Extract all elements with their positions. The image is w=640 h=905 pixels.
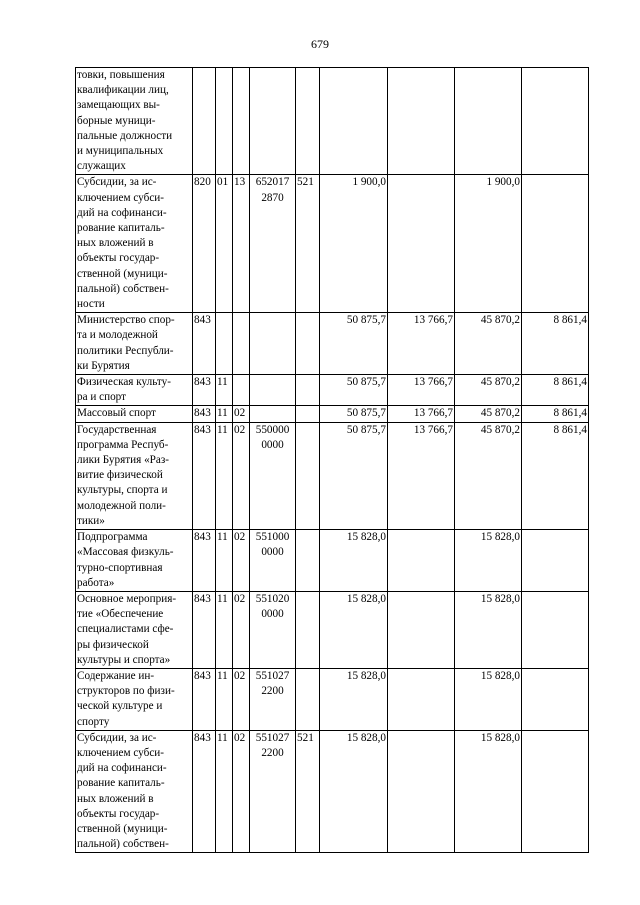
section-code-cell — [216, 175, 233, 313]
ministry-code-cell — [193, 375, 216, 406]
subsection-code-cell — [233, 530, 250, 592]
ministry-code-cell — [193, 406, 216, 422]
amount-federal-plan-cell — [522, 375, 589, 406]
row-name-cell — [76, 530, 193, 592]
subsection-code-cell — [233, 375, 250, 406]
expense-type-cell — [296, 422, 320, 529]
target-article-cell — [250, 406, 296, 422]
ministry-code-cell — [193, 591, 216, 668]
ministry-code: 843 — [194, 669, 211, 682]
subsection-code-cell — [233, 730, 250, 853]
target-article-cell — [250, 175, 296, 313]
section-code-cell — [216, 530, 233, 592]
row-name-cell — [76, 591, 193, 668]
expense-type: 521 — [297, 731, 314, 744]
row-name-cell — [76, 68, 193, 175]
subsection-code-cell — [233, 422, 250, 529]
section-code-cell — [216, 668, 233, 730]
ministry-code-cell — [193, 730, 216, 853]
amount-federal-cell — [388, 422, 455, 529]
section-code-cell — [216, 730, 233, 853]
amount-plan-cell — [455, 175, 522, 313]
amount-federal-plan: 8 861,4 — [553, 423, 587, 436]
target-article-cell — [250, 591, 296, 668]
amount-federal-plan-cell — [522, 730, 589, 853]
expense-type-cell — [296, 175, 320, 313]
expense-type-cell — [296, 375, 320, 406]
amount-plan: 15 828,0 — [480, 669, 520, 682]
expense-type-cell — [296, 668, 320, 730]
section-code: 11 — [217, 423, 228, 436]
table-row — [76, 730, 589, 853]
ministry-code-cell — [193, 668, 216, 730]
target-article: 551000 0000 — [255, 531, 290, 559]
ministry-code-cell — [193, 313, 216, 375]
row-name-cell — [76, 375, 193, 406]
amount-federal-cell — [388, 730, 455, 853]
target-article-cell — [250, 730, 296, 853]
section-code: 11 — [217, 669, 228, 682]
target-article: 550000 0000 — [255, 423, 290, 451]
section-code: 11 — [217, 592, 228, 605]
table-row — [76, 591, 589, 668]
table-row — [76, 313, 589, 375]
amount-federal-plan-cell — [522, 68, 589, 175]
row-name-cell — [76, 668, 193, 730]
subsection-code: 02 — [234, 669, 246, 682]
section-code-cell — [216, 375, 233, 406]
row-name: Субсидии, за ис- ключением субси- дий на софинанси- рование капиталь- ных вложений в объекты государ- ственной (муници- пальной) собствен- ности — [77, 176, 169, 311]
amount-federal: 13 766,7 — [413, 376, 453, 389]
expense-type-cell — [296, 68, 320, 175]
ministry-code: 843 — [194, 376, 211, 389]
amount-plan: 1 900,0 — [486, 176, 520, 189]
amount-plan: 45 870,2 — [480, 376, 520, 389]
section-code: 01 — [217, 176, 229, 189]
amount-federal-plan-cell — [522, 406, 589, 422]
row-name: товки, повышения квалификации лиц, замещающих вы- борные муници- пальные должности и муниципальных служащих — [77, 69, 173, 173]
ministry-code-cell — [193, 175, 216, 313]
table-row — [76, 375, 589, 406]
amount-federal-cell — [388, 591, 455, 668]
expense-type-cell — [296, 591, 320, 668]
amount-federal: 13 766,7 — [413, 407, 453, 420]
amount-plan: 15 828,0 — [480, 592, 520, 605]
amount-plan-cell — [455, 422, 522, 529]
budget-table — [75, 67, 589, 853]
amount-plan: 15 828,0 — [480, 731, 520, 744]
row-name: Физическая культу- ра и спорт — [77, 376, 171, 404]
amount-federal-cell — [388, 530, 455, 592]
ministry-code: 843 — [194, 407, 211, 420]
ministry-code-cell — [193, 68, 216, 175]
section-code-cell — [216, 406, 233, 422]
amount-federal-plan-cell — [522, 668, 589, 730]
amount-federal-plan: 8 861,4 — [553, 407, 587, 420]
amount-federal-plan-cell — [522, 530, 589, 592]
amount-federal-cell — [388, 375, 455, 406]
amount-total-cell — [320, 406, 388, 422]
amount-federal-plan: 8 861,4 — [553, 376, 587, 389]
amount-federal-plan-cell — [522, 175, 589, 313]
row-name: Подпрограмма «Массовая физкуль- турно-спортивная работа» — [77, 531, 174, 589]
ministry-code-cell — [193, 422, 216, 529]
section-code-cell — [216, 68, 233, 175]
amount-federal-plan-cell — [522, 313, 589, 375]
amount-federal-cell — [388, 668, 455, 730]
expense-type: 521 — [297, 176, 314, 189]
amount-total-cell — [320, 422, 388, 529]
amount-plan-cell — [455, 668, 522, 730]
page-number: 679 — [311, 37, 329, 51]
amount-total: 15 828,0 — [346, 669, 386, 682]
table-row — [76, 530, 589, 592]
amount-total: 50 875,7 — [346, 314, 386, 327]
subsection-code-cell — [233, 591, 250, 668]
amount-federal-cell — [388, 313, 455, 375]
amount-total: 15 828,0 — [346, 531, 386, 544]
amount-plan-cell — [455, 375, 522, 406]
amount-total: 50 875,7 — [346, 407, 386, 420]
amount-plan-cell — [455, 591, 522, 668]
subsection-code: 02 — [234, 731, 246, 744]
table-row — [76, 175, 589, 313]
target-article-cell — [250, 68, 296, 175]
expense-type-cell — [296, 406, 320, 422]
amount-total-cell — [320, 313, 388, 375]
target-article-cell — [250, 375, 296, 406]
subsection-code-cell — [233, 175, 250, 313]
target-article: 551027 2200 — [255, 669, 290, 698]
row-name-cell — [76, 422, 193, 529]
section-code-cell — [216, 591, 233, 668]
subsection-code-cell — [233, 406, 250, 422]
ministry-code: 843 — [194, 531, 211, 544]
ministry-code: 843 — [194, 314, 211, 327]
subsection-code-cell — [233, 313, 250, 375]
expense-type-cell — [296, 530, 320, 592]
subsection-code: 02 — [234, 531, 246, 544]
row-name-cell — [76, 313, 193, 375]
row-name: Субсидии, за ис- ключением субси- дий на софинанси- рование капиталь- ных вложений в объекты государ- ственной (муници- пальной) собствен- — [77, 731, 169, 851]
amount-federal-cell — [388, 175, 455, 313]
subsection-code: 02 — [234, 407, 246, 420]
amount-plan: 15 828,0 — [480, 531, 520, 544]
amount-total: 50 875,7 — [346, 376, 386, 389]
amount-total: 15 828,0 — [346, 592, 386, 605]
subsection-code-cell — [233, 68, 250, 175]
amount-total: 50 875,7 — [346, 423, 386, 436]
amount-federal-plan: 8 861,4 — [553, 314, 587, 327]
target-article: 551027 2200 — [255, 731, 290, 759]
table-row — [76, 68, 589, 175]
table-row — [76, 406, 589, 422]
expense-type-cell — [296, 313, 320, 375]
target-article: 652017 2870 — [255, 176, 290, 204]
amount-total-cell — [320, 375, 388, 406]
amount-plan: 45 870,2 — [480, 407, 520, 420]
section-code: 11 — [217, 407, 228, 420]
row-name: Государственная программа Респуб- лики Бурятия «Раз- витие физической культуры, спорта и молодежной поли- тики» — [77, 423, 170, 527]
target-article-cell — [250, 422, 296, 529]
row-name-cell — [76, 175, 193, 313]
section-code-cell — [216, 422, 233, 529]
amount-total: 15 828,0 — [346, 731, 386, 744]
amount-federal: 13 766,7 — [413, 423, 453, 436]
amount-plan: 45 870,2 — [480, 314, 520, 327]
row-name-cell — [76, 406, 193, 422]
target-article-cell — [250, 530, 296, 592]
section-code: 11 — [217, 731, 228, 744]
amount-plan-cell — [455, 406, 522, 422]
amount-total-cell — [320, 68, 388, 175]
amount-plan-cell — [455, 530, 522, 592]
target-article-cell — [250, 313, 296, 375]
amount-plan-cell — [455, 68, 522, 175]
amount-federal-cell — [388, 68, 455, 175]
subsection-code: 02 — [234, 423, 246, 436]
ministry-code: 843 — [194, 423, 211, 436]
amount-total-cell — [320, 668, 388, 730]
amount-federal-plan-cell — [522, 422, 589, 529]
section-code: 11 — [217, 531, 228, 544]
row-name: Массовый спорт — [77, 407, 156, 420]
row-name: Содержание ин- структоров по физи- ческой культуре и спорту — [77, 669, 175, 728]
amount-federal-cell — [388, 406, 455, 422]
amount-plan-cell — [455, 313, 522, 375]
target-article: 551020 0000 — [255, 592, 290, 621]
ministry-code: 820 — [194, 176, 211, 189]
table-body — [76, 68, 589, 853]
amount-total-cell — [320, 175, 388, 313]
ministry-code: 843 — [194, 731, 211, 744]
amount-total-cell — [320, 530, 388, 592]
ministry-code-cell — [193, 530, 216, 592]
amount-plan: 45 870,2 — [480, 423, 520, 436]
section-code: 11 — [217, 376, 228, 389]
row-name-cell — [76, 730, 193, 853]
subsection-code-cell — [233, 668, 250, 730]
target-article-cell — [250, 668, 296, 730]
table-row — [76, 668, 589, 730]
amount-federal-plan-cell — [522, 591, 589, 668]
amount-total: 1 900,0 — [352, 176, 386, 189]
amount-total-cell — [320, 730, 388, 853]
amount-total-cell — [320, 591, 388, 668]
subsection-code: 02 — [234, 592, 246, 605]
section-code-cell — [216, 313, 233, 375]
table-row — [76, 422, 589, 529]
ministry-code: 843 — [194, 592, 211, 605]
amount-plan-cell — [455, 730, 522, 853]
row-name: Министерство спор- та и молодежной политики Республи- ки Бурятия — [77, 314, 175, 372]
subsection-code: 13 — [234, 176, 246, 189]
amount-federal: 13 766,7 — [413, 314, 453, 327]
row-name: Основное мероприя- тие «Обеспечение специалистами сфе- ры физической культуры и спорта» — [77, 592, 177, 666]
expense-type-cell — [296, 730, 320, 853]
